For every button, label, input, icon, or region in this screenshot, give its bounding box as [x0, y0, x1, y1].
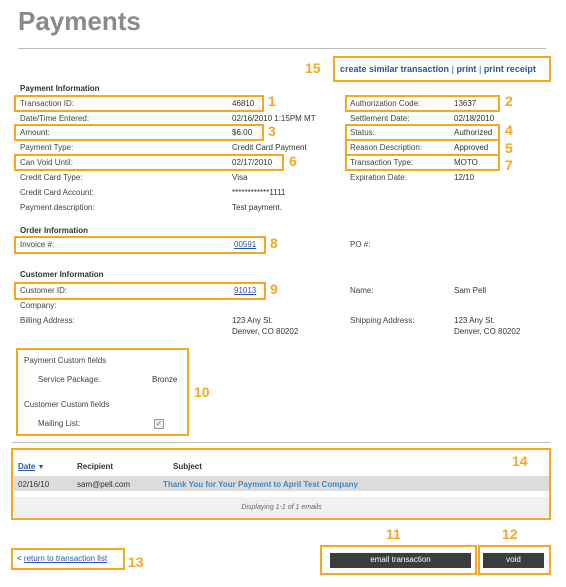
amount-label: Amount: [20, 128, 50, 137]
callout-box-13 [11, 548, 125, 570]
customer-id-label: Customer ID: [20, 286, 68, 295]
auth-code-value: 13637 [454, 99, 477, 108]
email-transaction-button[interactable]: email transaction [330, 553, 471, 568]
callout-number-1: 1 [268, 93, 276, 109]
payment-custom-fields-heading: Payment Custom fields [24, 356, 107, 365]
payment-type-label: Payment Type: [20, 143, 74, 152]
payment-description-label: Payment description: [20, 203, 95, 212]
transaction-type-label: Transaction Type: [350, 158, 414, 167]
callout-number-4: 4 [505, 122, 513, 138]
can-void-until-label: Can Void Until: [20, 158, 73, 167]
callout-box-11 [320, 545, 477, 575]
mailing-list-checkbox[interactable]: ✓ [155, 419, 163, 428]
card-type-label: Credit Card Type: [20, 173, 83, 182]
callout-box-12 [478, 545, 551, 575]
callout-box-6 [14, 154, 284, 171]
callout-number-2: 2 [505, 93, 513, 109]
callout-box-3 [14, 124, 264, 141]
callout-box-8 [14, 236, 266, 254]
callout-box-15 [333, 56, 551, 82]
callout-box-1 [14, 95, 264, 112]
mailing-list-label: Mailing List: [38, 419, 81, 428]
expiration-date-label: Expiration Date: [350, 173, 407, 182]
payment-info-heading: Payment Information [20, 84, 100, 93]
status-value: Authorized [454, 128, 493, 137]
customer-info-heading: Customer Information [20, 270, 104, 279]
card-account-value: ************1111 [232, 188, 286, 197]
billing-address-label: Billing Address: [20, 316, 75, 325]
callout-number-9: 9 [270, 281, 278, 297]
order-info-heading: Order Information [20, 226, 89, 235]
date-entered-value: 02/16/2010 1:15PM MT [232, 114, 316, 123]
invoice-label: Invoice #: [20, 240, 55, 249]
print-link[interactable]: print [456, 64, 477, 74]
emails-count: Displaying 1-1 of 1 emails [241, 504, 322, 511]
callout-number-14: 14 [512, 453, 528, 469]
transaction-id-label: Transaction ID: [20, 99, 74, 108]
sort-desc-icon: ▼ [37, 464, 45, 471]
page-title: Payments [18, 6, 141, 36]
email-date: 02/16/10 [18, 480, 50, 489]
back-arrow-icon: < [17, 554, 22, 563]
reason-description-label: Reason Description: [350, 143, 423, 152]
void-button[interactable]: void [483, 553, 544, 568]
company-label: Company: [20, 301, 57, 310]
subject-column-header: Subject [173, 462, 202, 471]
link-separator: | [478, 64, 482, 74]
callout-number-3: 3 [268, 123, 276, 139]
print-receipt-link[interactable]: print receipt [483, 64, 536, 74]
title-divider [18, 48, 546, 49]
callout-number-5: 5 [505, 140, 513, 156]
shipping-address-line1: 123 Any St. [454, 316, 495, 325]
callout-number-7: 7 [505, 157, 513, 173]
transaction-id-value: 46810 [232, 99, 255, 108]
name-value: Sam Pell [454, 286, 487, 295]
callout-number-6: 6 [289, 153, 297, 169]
transaction-type-value: MOTO [454, 158, 478, 167]
shipping-address-line2: Denver, CO 80202 [454, 327, 521, 336]
amount-value: $6.00 [232, 128, 253, 137]
emails-divider [12, 442, 550, 443]
service-package-label: Service Package: [38, 375, 101, 384]
return-to-list-link[interactable]: return to transaction list [23, 554, 108, 563]
can-void-until-value: 02/17/2010 [232, 158, 273, 167]
create-similar-link[interactable]: create similar transaction [340, 64, 450, 74]
callout-box-14 [11, 448, 551, 520]
date-sort-link[interactable]: Date [18, 462, 36, 471]
callout-box-2 [345, 95, 500, 112]
callout-number-15: 15 [305, 60, 321, 76]
payment-description-value: Test payment. [232, 203, 282, 212]
date-entered-label: Date/Time Entered: [20, 114, 90, 123]
customer-id-link[interactable]: 91013 [234, 286, 257, 295]
customer-custom-fields-heading: Customer Custom fields [24, 400, 110, 409]
billing-address-line2: Denver, CO 80202 [232, 327, 299, 336]
callout-number-13: 13 [128, 554, 144, 570]
service-package-value: Bronze [152, 375, 178, 384]
callout-box-7 [345, 154, 500, 171]
status-label: Status: [350, 128, 375, 137]
name-label: Name: [350, 286, 374, 295]
callout-box-10 [16, 348, 189, 436]
auth-code-label: Authorization Code: [350, 99, 421, 108]
email-recipient: sam@pell.com [77, 480, 131, 489]
callout-number-10: 10 [194, 384, 210, 400]
callout-number-12: 12 [502, 526, 518, 542]
callout-number-8: 8 [270, 235, 278, 251]
shipping-address-label: Shipping Address: [350, 316, 415, 325]
email-subject-link[interactable]: Thank You for Your Payment to April Test Company [163, 480, 358, 489]
callout-number-11: 11 [386, 526, 401, 542]
card-type-value: Visa [232, 173, 248, 182]
recipient-column-header: Recipient [77, 462, 114, 471]
link-separator: | [451, 64, 454, 74]
invoice-link[interactable]: 00591 [234, 240, 257, 249]
payment-type-value: Credit Card Payment [232, 143, 307, 152]
settlement-date-value: 02/18/2010 [454, 114, 495, 123]
reason-description-value: Approved [454, 143, 489, 152]
po-label: PO #: [350, 240, 371, 249]
callout-box-9 [14, 282, 266, 300]
settlement-date-label: Settlement Date: [350, 114, 410, 123]
card-account-label: Credit Card Account: [20, 188, 94, 197]
expiration-date-value: 12/10 [454, 173, 475, 182]
billing-address-line1: 123 Any St. [232, 316, 273, 325]
